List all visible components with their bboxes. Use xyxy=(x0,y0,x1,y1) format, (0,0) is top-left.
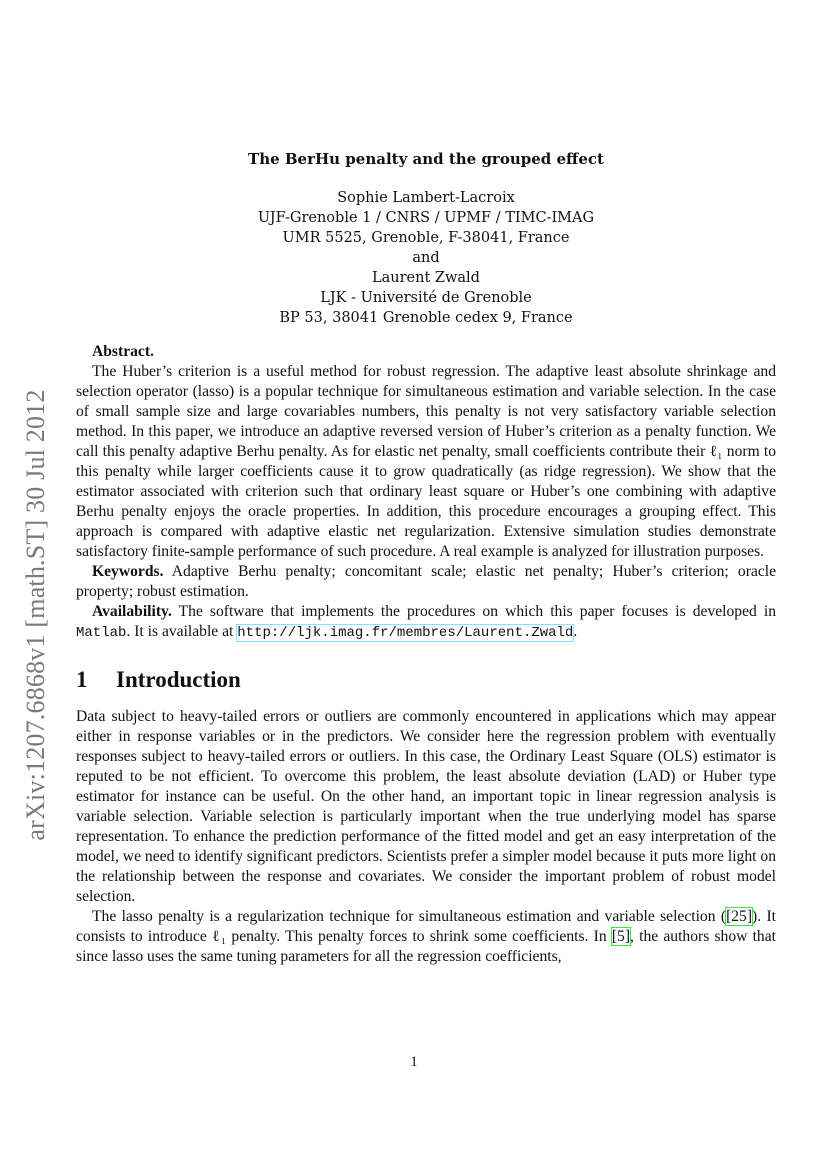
keywords-label: Keywords. xyxy=(92,563,164,580)
author-line: BP 53, 38041 Grenoble cedex 9, France xyxy=(279,310,573,326)
software-name: Matlab xyxy=(76,625,127,641)
paper-title: The BerHu penalty and the grouped effect xyxy=(248,150,604,168)
author-line: and xyxy=(412,250,440,266)
arxiv-sidebar xyxy=(8,360,64,870)
author-block xyxy=(76,188,776,328)
section-number: 1 xyxy=(76,667,88,692)
body-paragraph xyxy=(76,907,776,967)
author-line: UMR 5525, Grenoble, F-38041, France xyxy=(282,230,570,246)
abstract xyxy=(76,342,776,643)
page-number: 1 xyxy=(410,1054,418,1070)
abstract-text: The Huber’s criterion is a useful method for robust regression. The adaptive least absolute shrinkage and selection operator (lasso) is a popular technique for simultaneous estimation and variable selection. In the case of small sample size and large covariables numbers, this penalty is not very satisfactory variable selection method. In this paper, we introduce an adaptive reversed version of Huber’s criterion as a penalty function. We call this penalty adaptive Berhu penalty. As for elastic net penalty, small coefficients contribute their ℓ₁ norm to this penalty while larger coefficients cause it to grow quadratically (as ridge regression). We show that the estimator associated with criterion such that ordinary least square or Huber’s one combining with adaptive Berhu penalty enjoys the oracle properties. In addition, this procedure encourages a grouping effect. This approach is compared with adaptive elastic net regularization. Extensive simulation studies demonstrate satisfactory finite-sample performance of such procedure. A real example is analyzed for illustration purposes. xyxy=(76,363,776,560)
body-text: The lasso penalty is a regularization technique for simultaneous estimation and variable selection ( xyxy=(92,908,727,925)
abstract-heading: Abstract. xyxy=(92,343,154,360)
body-paragraph: Data subject to heavy-tailed errors or outliers are commonly encountered in applications which may appear either in response variables or in the predictors. We consider here the regression problem with eventually responses subject to heavy-tailed errors or outliers. In this case, the Ordinary Least Square (OLS) estimator is reputed to be not efficient. To overcome this problem, the least absolute deviation (LAD) or Huber type estimator for instance can be useful. On the other hand, an important topic in linear regression analysis is variable selection. Variable selection is particularly important when the true underlying model has sparse representation. To enhance the prediction performance of the fitted model and get an easy interpretation of the model, we need to identify significant predictors. Scientists prefer a simpler model because it puts more light on the relationship between the response and covariates. We consider the important problem of robust model selection. xyxy=(76,708,776,905)
availability-paragraph xyxy=(76,602,776,643)
keywords-text: Adaptive Berhu penalty; concomitant scale; elastic net penalty; Huber’s criterion; oracle property; robust estimation. xyxy=(76,563,776,600)
availability-text: . xyxy=(573,623,578,640)
availability-label: Availability. xyxy=(92,603,172,620)
author-line: Laurent Zwald xyxy=(372,270,480,286)
author-line: LJK - Université de Grenoble xyxy=(320,290,532,306)
keywords-paragraph xyxy=(76,562,776,602)
section-body xyxy=(76,707,776,967)
arxiv-identifier: arXiv:1207.6868v1 [math.ST] 30 Jul 2012 xyxy=(21,389,50,841)
section-heading xyxy=(76,667,776,693)
author-line: UJF-Grenoble 1 / CNRS / UPMF / TIMC-IMAG xyxy=(257,210,595,226)
paper-page xyxy=(76,150,776,967)
author-line: Sophie Lambert-Lacroix xyxy=(337,190,515,206)
software-url-link[interactable]: http://ljk.imag.fr/membres/Laurent.Zwald xyxy=(237,625,574,641)
citation-link[interactable]: [5] xyxy=(611,928,631,945)
section-title: Introduction xyxy=(116,667,241,692)
availability-text: The software that implements the procedures on which this paper focuses is developed in xyxy=(178,603,776,620)
body-text: , the authors show that since lasso uses the same tuning parameters for all the regression coefficients, xyxy=(76,928,776,965)
body-text: ). It consists to introduce ℓ₁ penalty. This penalty forces to shrink some coefficients. In xyxy=(76,908,777,945)
availability-text: . It is available at xyxy=(126,623,238,640)
citation-link[interactable]: [25] xyxy=(726,908,753,925)
